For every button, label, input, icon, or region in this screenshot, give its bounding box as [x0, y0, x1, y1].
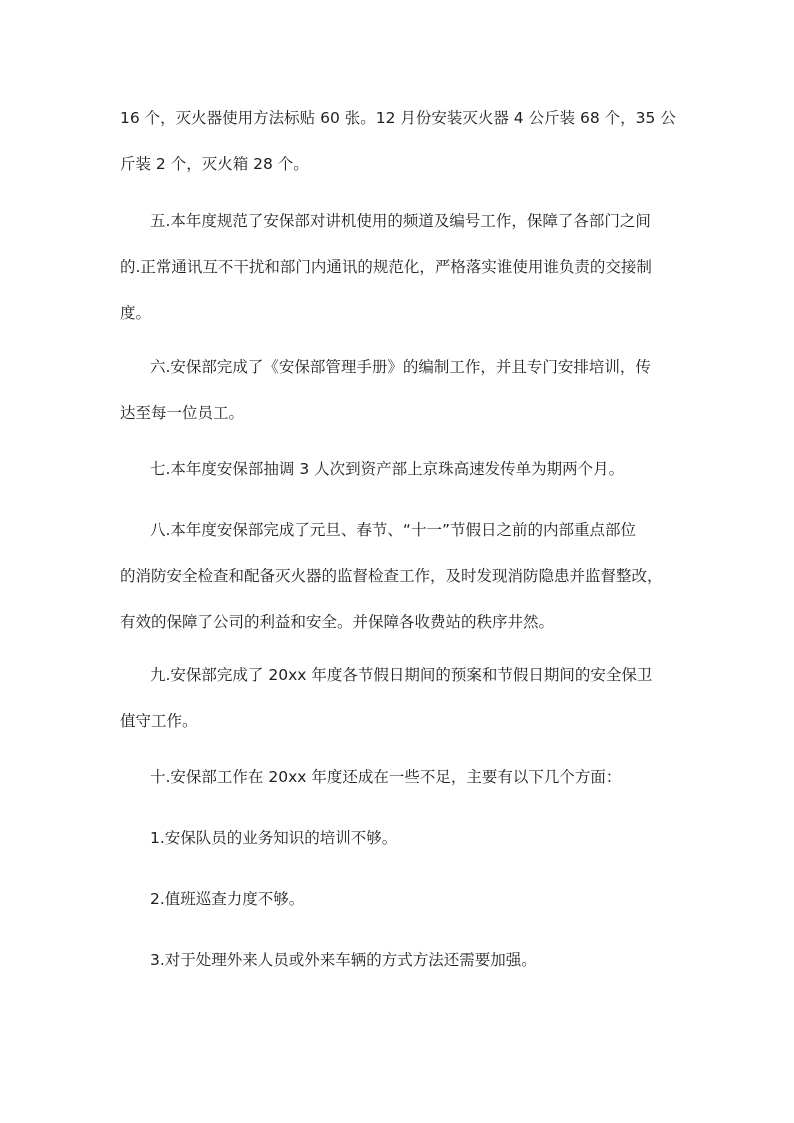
text-line: 值守工作。 — [120, 712, 198, 730]
text-line: 的消防安全检查和配备灭火器的监督检查工作，及时发现消防隐患并监督整改， — [120, 567, 663, 585]
paragraph-item-5 — [120, 209, 676, 326]
text-line: 有效的保障了公司的利益和安全。并保障各收费站的秩序井然。 — [120, 613, 555, 631]
sub-item-1 — [120, 826, 676, 851]
paragraph-item-9 — [120, 663, 676, 734]
text-line: 九.安保部完成了 20xx 年度各节假日期间的预案和节假日期间的安全保卫 — [150, 666, 653, 684]
text-line: 度。 — [120, 304, 152, 322]
text-line: 16 个，灭火器使用方法标贴 60 张。12 月份安装灭火器 4 公斤装 68 个，35 公 — [120, 109, 676, 127]
text-line: 五.本年度规范了安保部对讲机使用的频道及编号工作，保障了各部门之间 — [150, 212, 651, 230]
sub-item-3 — [120, 948, 676, 973]
paragraph-item-8 — [120, 518, 676, 635]
paragraph-item-7 — [120, 457, 676, 482]
text-line: 七.本年度安保部抽调 3 人次到资产部上京珠高速发传单为期两个月。 — [150, 460, 625, 478]
paragraph-extinguisher-stats — [120, 106, 676, 177]
sub-item-2 — [120, 887, 676, 912]
text-line: 六.安保部完成了《安保部管理手册》的编制工作，并且专门安排培训，传 — [150, 358, 651, 376]
text-line: 1.安保队员的业务知识的培训不够。 — [150, 829, 398, 847]
text-line: 八.本年度安保部完成了元旦、春节、“十一”节假日之前的内部重点部位 — [150, 521, 636, 539]
paragraph-item-10 — [120, 765, 676, 790]
text-line: 3.对于处理外来人员或外来车辆的方式方法还需要加强。 — [150, 951, 537, 969]
text-line: 斤装 2 个，灭火箱 28 个。 — [120, 155, 309, 173]
paragraph-item-6 — [120, 355, 676, 426]
text-line: 十.安保部工作在 20xx 年度还成在一些不足，主要有以下几个方面： — [150, 768, 622, 786]
text-line: 2.值班巡查力度不够。 — [150, 890, 305, 908]
text-line: 达至每一位员工。 — [120, 404, 245, 422]
text-line: 的.正常通讯互不干扰和部门内通讯的规范化，严格落实谁使用谁负责的交接制 — [120, 258, 652, 276]
